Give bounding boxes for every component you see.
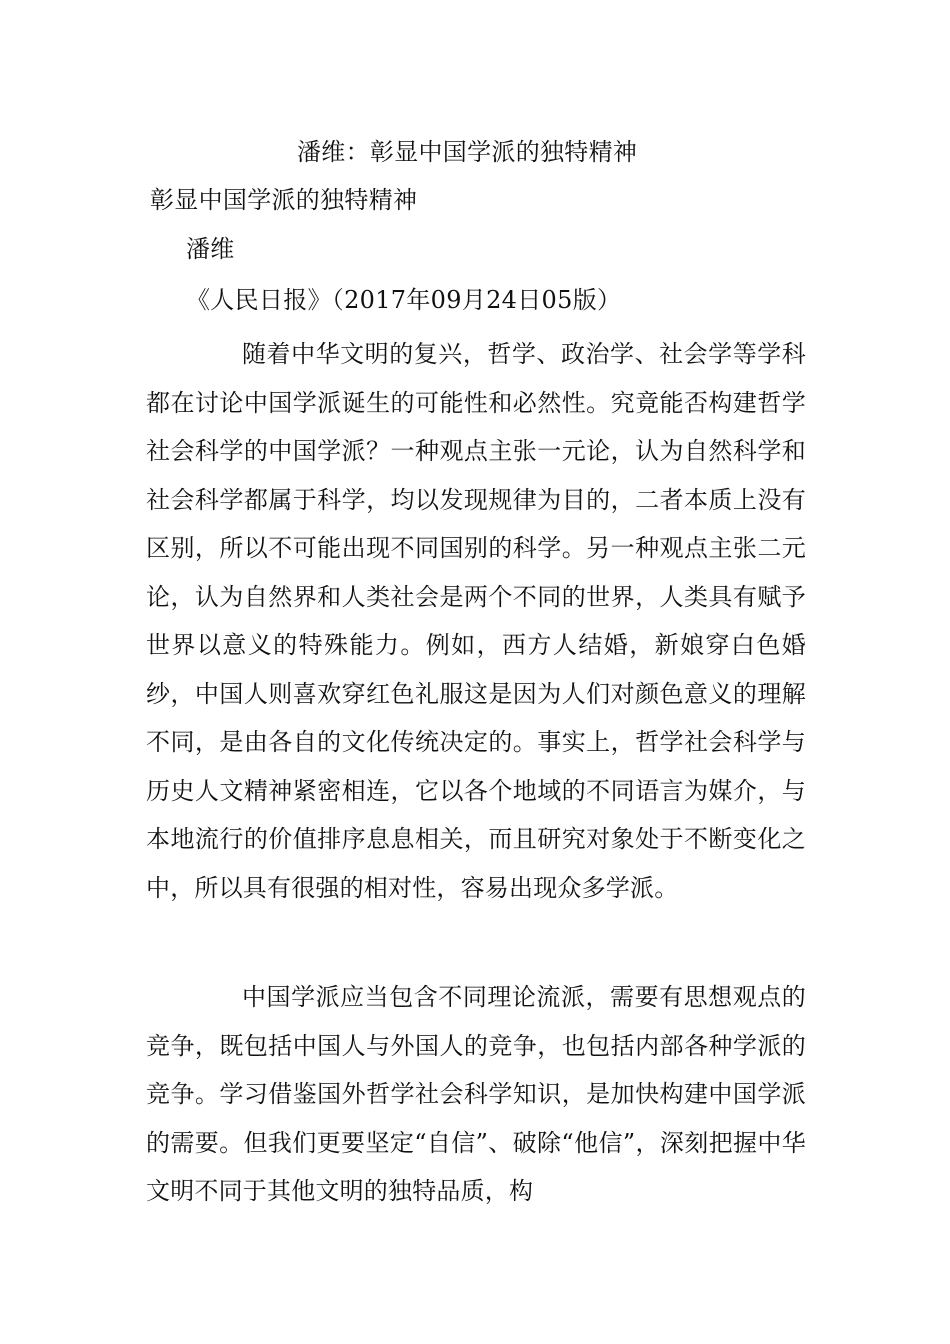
body-paragraph-2: 中国学派应当包含不同理论流派，需要有思想观点的竞争，既包括中国人与外国人的竞争，也包括内部各种学派的竞争。学习借鉴国外哲学社会科学知识，是加快构建中国学派的需要。但我们更要坚定“自信”、破除“他信”，深刻把握中华文明不同于其他文明的独特品质，构 [146,983,806,1205]
body-paragraph-1: 随着中华文明的复兴，哲学、政治学、社会学等学科都在讨论中国学派诞生的可能性和必然性。究竟能否构建哲学社会科学的中国学派？一种观点主张一元论，认为自然科学和社会科学都属于科学，均以发现规律为目的，二者本质上没有区别，所以不可能出现不同国别的科学。另一种观点主张二元论，认为自然界和人类社会是两个不同的世界，人类具有赋予世界以意义的特殊能力。例如，西方人结婚，新娘穿白色婚纱，中国人则喜欢穿红色礼服这是因为人们对颜色意义的理解不同，是由各自的文化传统决定的。事实上，哲学社会科学与历史人文精神紧密相连，它以各个地域的不同语言为媒介，与本地流行的价值排序息息相关，而且研究对象处于不断变化之中，所以具有很强的相对性，容易出现众多学派。 [146,340,806,902]
article-subtitle: 彰显中国学派的独特精神 [150,186,418,214]
document-title: 潘维：彰显中国学派的独特精神 [297,138,638,166]
publication-source: 《人民日报》（2017年09月24日05版） [186,286,622,314]
author-name: 潘维 [186,235,235,263]
